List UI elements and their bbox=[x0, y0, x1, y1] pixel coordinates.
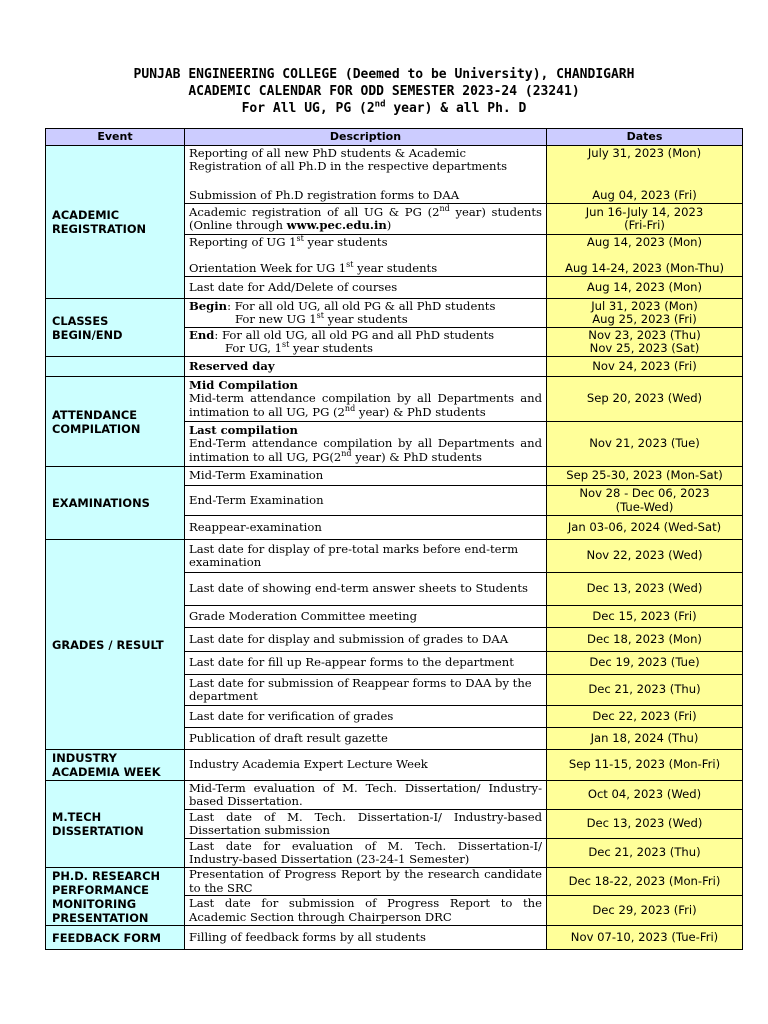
date-cell: Dec 18, 2023 (Mon) bbox=[547, 628, 743, 652]
calendar-subtitle: For All UG, PG (2nd year) & all Ph. D bbox=[241, 99, 527, 116]
calendar-title: ACADEMIC CALENDAR FOR ODD SEMESTER 2023-24 (23241) bbox=[188, 84, 580, 99]
date-cell: Nov 22, 2023 (Wed) bbox=[547, 540, 743, 573]
date-cell: Dec 21, 2023 (Thu) bbox=[547, 675, 743, 706]
description-cell: Reserved day bbox=[185, 357, 547, 377]
table-row bbox=[46, 750, 743, 781]
event-cell: GRADES / RESULT bbox=[46, 540, 185, 750]
description-cell: Last date of M. Tech. Dissertation-I/ Industry-based Dissertation submission bbox=[185, 810, 547, 839]
description-cell: Mid-Term Examination bbox=[185, 467, 547, 486]
date-cell: Dec 18-22, 2023 (Mon-Fri) bbox=[547, 868, 743, 896]
description-cell: Filling of feedback forms by all students bbox=[185, 926, 547, 950]
date-cell: Nov 21, 2023 (Tue) bbox=[547, 422, 743, 467]
table-row bbox=[46, 299, 743, 328]
column-header-event: Event bbox=[46, 129, 185, 146]
description-cell: Mid-Term evaluation of M. Tech. Dissertation/ Industry-based Dissertation. bbox=[185, 781, 547, 810]
description-cell: Last date for display of pre-total marks before end-term examination bbox=[185, 540, 547, 573]
table-row bbox=[46, 357, 743, 377]
date-cell: Sep 20, 2023 (Wed) bbox=[547, 377, 743, 422]
table-row bbox=[46, 868, 743, 896]
date-cell: Dec 15, 2023 (Fri) bbox=[547, 606, 743, 628]
date-cell: Nov 23, 2023 (Thu) Nov 25, 2023 (Sat) bbox=[547, 328, 743, 357]
event-cell: M.TECH DISSERTATION bbox=[46, 781, 185, 868]
description-cell: Last date for Add/Delete of courses bbox=[185, 277, 547, 299]
event-cell: ATTENDANCE COMPILATION bbox=[46, 377, 185, 467]
event-cell: PH.D. RESEARCH PERFORMANCE MONITORING PRESENTATION bbox=[46, 868, 185, 926]
academic-calendar-table bbox=[45, 128, 743, 950]
event-cell: EXAMINATIONS bbox=[46, 467, 185, 540]
description-cell: End-Term Examination bbox=[185, 486, 547, 516]
table-row bbox=[46, 467, 743, 486]
description-cell: Last date for submission of Reappear forms to DAA by the department bbox=[185, 675, 547, 706]
date-cell: Dec 22, 2023 (Fri) bbox=[547, 706, 743, 728]
event-cell: ACADEMIC REGISTRATION bbox=[46, 146, 185, 299]
date-cell: Nov 28 - Dec 06, 2023 (Tue-Wed) bbox=[547, 486, 743, 516]
description-cell: Presentation of Progress Report by the research candidate to the SRC bbox=[185, 868, 547, 896]
date-cell: Jun 16-July 14, 2023 (Fri-Fri) bbox=[547, 204, 743, 235]
date-cell: Nov 24, 2023 (Fri) bbox=[547, 357, 743, 377]
column-header-dates: Dates bbox=[547, 129, 743, 146]
date-cell: Dec 13, 2023 (Wed) bbox=[547, 810, 743, 839]
date-cell: Dec 13, 2023 (Wed) bbox=[547, 573, 743, 606]
event-cell: FEEDBACK FORM bbox=[46, 926, 185, 950]
table-row bbox=[46, 926, 743, 950]
date-cell: July 31, 2023 (Mon) Aug 04, 2023 (Fri) bbox=[547, 146, 743, 204]
description-cell: Publication of draft result gazette bbox=[185, 728, 547, 750]
description-cell: Reappear-examination bbox=[185, 516, 547, 540]
description-cell: Last date of showing end-term answer sheets to Students bbox=[185, 573, 547, 606]
description-cell: Industry Academia Expert Lecture Week bbox=[185, 750, 547, 781]
date-cell: Nov 07-10, 2023 (Tue-Fri) bbox=[547, 926, 743, 950]
event-cell: INDUSTRY ACADEMIA WEEK bbox=[46, 750, 185, 781]
date-cell: Aug 14, 2023 (Mon) Aug 14-24, 2023 (Mon-Thu) bbox=[547, 235, 743, 277]
table-header-row bbox=[46, 129, 743, 146]
description-cell: End: For all old UG, all old PG and all PhD students For UG, 1st year students bbox=[185, 328, 547, 357]
table-row bbox=[46, 146, 743, 204]
description-cell: Academic registration of all UG & PG (2nd year) students (Online through www.pec.edu.in) bbox=[185, 204, 547, 235]
date-cell: Oct 04, 2023 (Wed) bbox=[547, 781, 743, 810]
event-cell: CLASSES BEGIN/END bbox=[46, 299, 185, 357]
description-cell: Reporting of UG 1st year students Orientation Week for UG 1st year students bbox=[185, 235, 547, 277]
table-row bbox=[46, 540, 743, 573]
description-cell: Last date for verification of grades bbox=[185, 706, 547, 728]
description-cell: Begin: For all old UG, all old PG & all PhD students For new UG 1st year students bbox=[185, 299, 547, 328]
event-cell bbox=[46, 357, 185, 377]
date-cell: Jan 18, 2024 (Thu) bbox=[547, 728, 743, 750]
description-cell: Last date for fill up Re-appear forms to the department bbox=[185, 652, 547, 675]
description-cell: Last date for display and submission of grades to DAA bbox=[185, 628, 547, 652]
table-row bbox=[46, 377, 743, 422]
description-cell: Last date for evaluation of M. Tech. Dissertation-I/ Industry-based Dissertation (23-24-1 Semester) bbox=[185, 839, 547, 868]
date-cell: Sep 11-15, 2023 (Mon-Fri) bbox=[547, 750, 743, 781]
date-cell: Dec 29, 2023 (Fri) bbox=[547, 896, 743, 926]
date-cell: Dec 19, 2023 (Tue) bbox=[547, 652, 743, 675]
date-cell: Aug 14, 2023 (Mon) bbox=[547, 277, 743, 299]
date-cell: Jul 31, 2023 (Mon) Aug 25, 2023 (Fri) bbox=[547, 299, 743, 328]
description-cell: Last compilation End-Term attendance compilation by all Departments and intimation to all UG, PG(2nd year) & PhD students bbox=[185, 422, 547, 467]
description-cell: Mid Compilation Mid-term attendance compilation by all Departments and intimation to all UG, PG (2nd year) & PhD students bbox=[185, 377, 547, 422]
table-row bbox=[46, 781, 743, 810]
date-cell: Sep 25-30, 2023 (Mon-Sat) bbox=[547, 467, 743, 486]
description-cell: Reporting of all new PhD students & Academic Registration of all Ph.D in the respective departments Submission of Ph.D registration forms to DAA bbox=[185, 146, 547, 204]
column-header-description: Description bbox=[185, 129, 547, 146]
date-cell: Jan 03-06, 2024 (Wed-Sat) bbox=[547, 516, 743, 540]
description-cell: Last date for submission of Progress Report to the Academic Section through Chairperson DRC bbox=[185, 896, 547, 926]
description-cell: Grade Moderation Committee meeting bbox=[185, 606, 547, 628]
date-cell: Dec 21, 2023 (Thu) bbox=[547, 839, 743, 868]
institution-title: PUNJAB ENGINEERING COLLEGE (Deemed to be University), CHANDIGARH bbox=[133, 67, 635, 82]
